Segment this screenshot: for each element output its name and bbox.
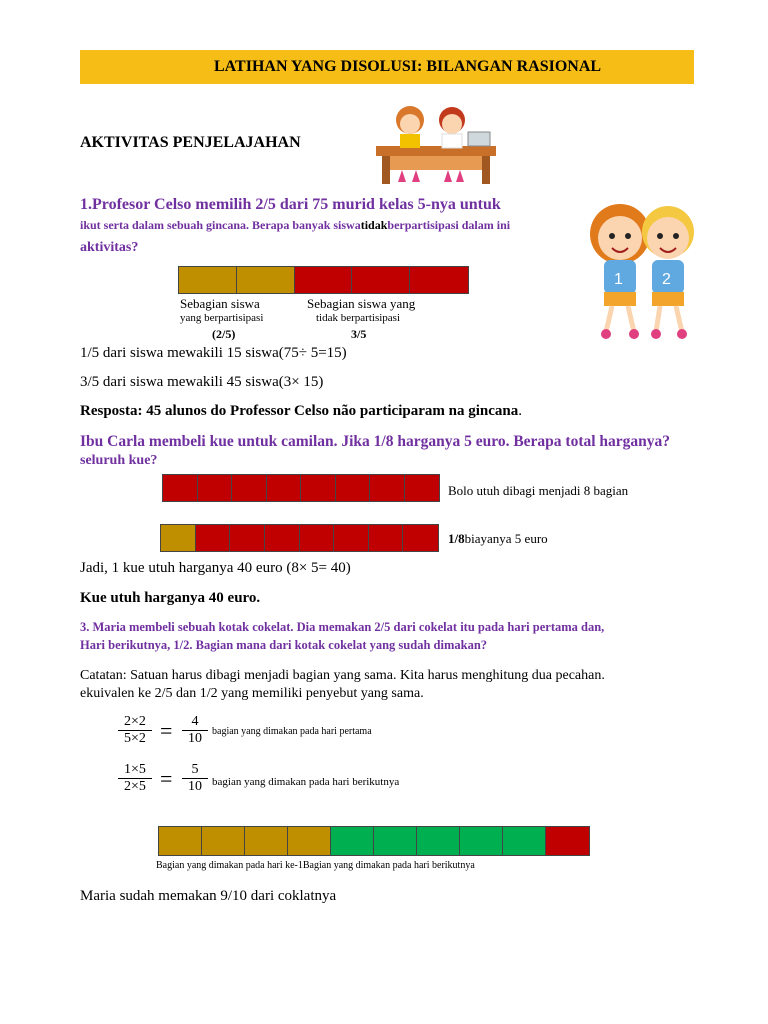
q1-answer-period: . xyxy=(518,403,522,419)
bar-segment xyxy=(196,525,231,551)
bar-segment xyxy=(546,827,589,855)
q1-label-left-2: yang berpartisipasi xyxy=(180,312,264,324)
f1-numerator: 2×2 xyxy=(124,714,146,729)
q1-calc2: 3/5 dari siswa mewakili 45 siswa(3× 15) xyxy=(80,374,324,390)
bar-segment xyxy=(301,475,336,501)
bar-segment xyxy=(161,525,196,551)
q1-label-right-2: tidak berpartisipasi xyxy=(316,312,401,324)
bar-segment xyxy=(369,525,404,551)
f2-result-denominator: 10 xyxy=(188,779,202,794)
bar-segment xyxy=(410,267,468,293)
q2-bar1-label: Bolo utuh dibagi menjadi 8 bagian xyxy=(448,483,629,498)
q3-bar-label xyxy=(156,860,475,871)
page-title: LATIHAN YANG DISOLUSI: BILANGAN RASIONAL xyxy=(214,58,602,75)
bar-segment xyxy=(295,267,353,293)
q2-bar-eighth xyxy=(160,524,439,552)
f1-label: bagian yang dimakan pada hari pertama xyxy=(212,726,372,737)
q3-bar-label-day1: Bagian yang dimakan pada hari ke-1 xyxy=(156,860,303,871)
q2-answer: Kue utuh harganya 40 euro. xyxy=(80,590,261,606)
bar-segment xyxy=(198,475,233,501)
bar-segment xyxy=(159,827,202,855)
title-banner xyxy=(80,50,694,84)
f2-result-numerator: 5 xyxy=(191,762,199,777)
bar-segment xyxy=(336,475,371,501)
f2-left-fraction xyxy=(118,762,152,795)
bar-segment xyxy=(331,827,374,855)
section-heading: AKTIVITAS PENJELAJAHAN xyxy=(80,134,301,151)
q3-bar xyxy=(158,826,590,856)
bar-segment xyxy=(163,475,198,501)
f2-denominator: 2×5 xyxy=(124,779,146,794)
bar-segment xyxy=(202,827,245,855)
q3-conclusion: Maria sudah memakan 9/10 dari coklatnya xyxy=(80,888,337,904)
bar-segment xyxy=(300,525,335,551)
q1-line2 xyxy=(80,218,510,233)
q1-line2-c: berpartisipasi dalam ini xyxy=(387,218,511,232)
bar-segment xyxy=(417,827,460,855)
q2-line1: Ibu Carla membeli kue untuk camilan. Jika 1/8 harganya 5 euro. Berapa total harganya? xyxy=(80,433,671,450)
two-children-illustration xyxy=(578,196,713,342)
f2-label: bagian yang dimakan pada hari berikutnya xyxy=(212,776,400,788)
q1-label-left-3: (2/5) xyxy=(212,327,236,341)
f1-left-fraction xyxy=(118,714,152,747)
q1-label-right-1: Sebagian siswa yang xyxy=(307,296,416,311)
bar-segment xyxy=(352,267,410,293)
bar-segment xyxy=(405,475,440,501)
q3-note2: ekuivalen ke 2/5 dan 1/2 yang memiliki penyebut yang sama. xyxy=(80,686,424,701)
svg-text:1: 1 xyxy=(614,271,623,288)
q1-line2-a: ikut serta dalam sebuah gincana. Berapa banyak siswa xyxy=(80,218,361,232)
bar-segment xyxy=(370,475,405,501)
kids-at-desk-illustration xyxy=(372,100,502,188)
bar-segment xyxy=(460,827,503,855)
q2-bar-whole xyxy=(162,474,440,502)
f2-equals: = xyxy=(160,766,173,791)
q1-answer xyxy=(80,403,522,420)
q2-bar2-label-fraction: 1/8 xyxy=(448,531,465,546)
q2-bar2-label xyxy=(448,531,548,547)
q3-bar-label-day2: Bagian yang dimakan pada hari berikutnya xyxy=(302,860,475,871)
f1-equals: = xyxy=(160,718,173,743)
f2-numerator: 1×5 xyxy=(124,762,146,777)
q2-line2: seluruh kue? xyxy=(80,453,158,468)
bar-segment xyxy=(232,475,267,501)
bar-segment xyxy=(334,525,369,551)
q1-line3: aktivitas? xyxy=(80,240,139,255)
q1-answer-text: Resposta: 45 alunos do Professor Celso não participaram na gincana xyxy=(80,403,519,419)
f1-denominator: 5×2 xyxy=(124,731,146,746)
bar-segment xyxy=(237,267,295,293)
q2-calc: Jadi, 1 kue utuh harganya 40 euro (8× 5= 40) xyxy=(80,560,351,576)
svg-text:2: 2 xyxy=(662,271,671,288)
q3-line2: Hari berikutnya, 1/2. Bagian mana dari kotak cokelat yang sudah dimakan? xyxy=(80,638,488,652)
q1-line2-b: tidak xyxy=(360,218,388,232)
q1-label-right-3: 3/5 xyxy=(351,327,367,341)
bar-segment xyxy=(230,525,265,551)
bar-segment xyxy=(179,267,237,293)
q1-calc1: 1/5 dari siswa mewakili 15 siswa(75÷ 5=15) xyxy=(80,345,347,361)
bar-segment xyxy=(265,525,300,551)
q3-line1: 3. Maria membeli sebuah kotak cokelat. Dia memakan 2/5 dari cokelat itu pada hari pertama dan, xyxy=(80,620,605,634)
q1-bar xyxy=(178,266,469,294)
bar-segment xyxy=(503,827,546,855)
bar-segment xyxy=(374,827,417,855)
bar-segment xyxy=(267,475,302,501)
q1-line1: 1.Profesor Celso memilih 2/5 dari 75 murid kelas 5-nya untuk xyxy=(80,196,501,213)
bar-segment xyxy=(245,827,288,855)
q1-label-left-1: Sebagian siswa xyxy=(180,296,260,311)
f1-result-numerator: 4 xyxy=(191,714,199,729)
q3-note1: Catatan: Satuan harus dibagi menjadi bagian yang sama. Kita harus menghitung dua pecahan. xyxy=(80,668,605,683)
bar-segment xyxy=(288,827,331,855)
f1-result-denominator: 10 xyxy=(188,731,202,746)
f1-result-fraction xyxy=(182,714,208,747)
f2-result-fraction xyxy=(182,762,208,795)
q2-bar2-label-text: biayanya 5 euro xyxy=(464,531,548,546)
bar-segment xyxy=(403,525,438,551)
